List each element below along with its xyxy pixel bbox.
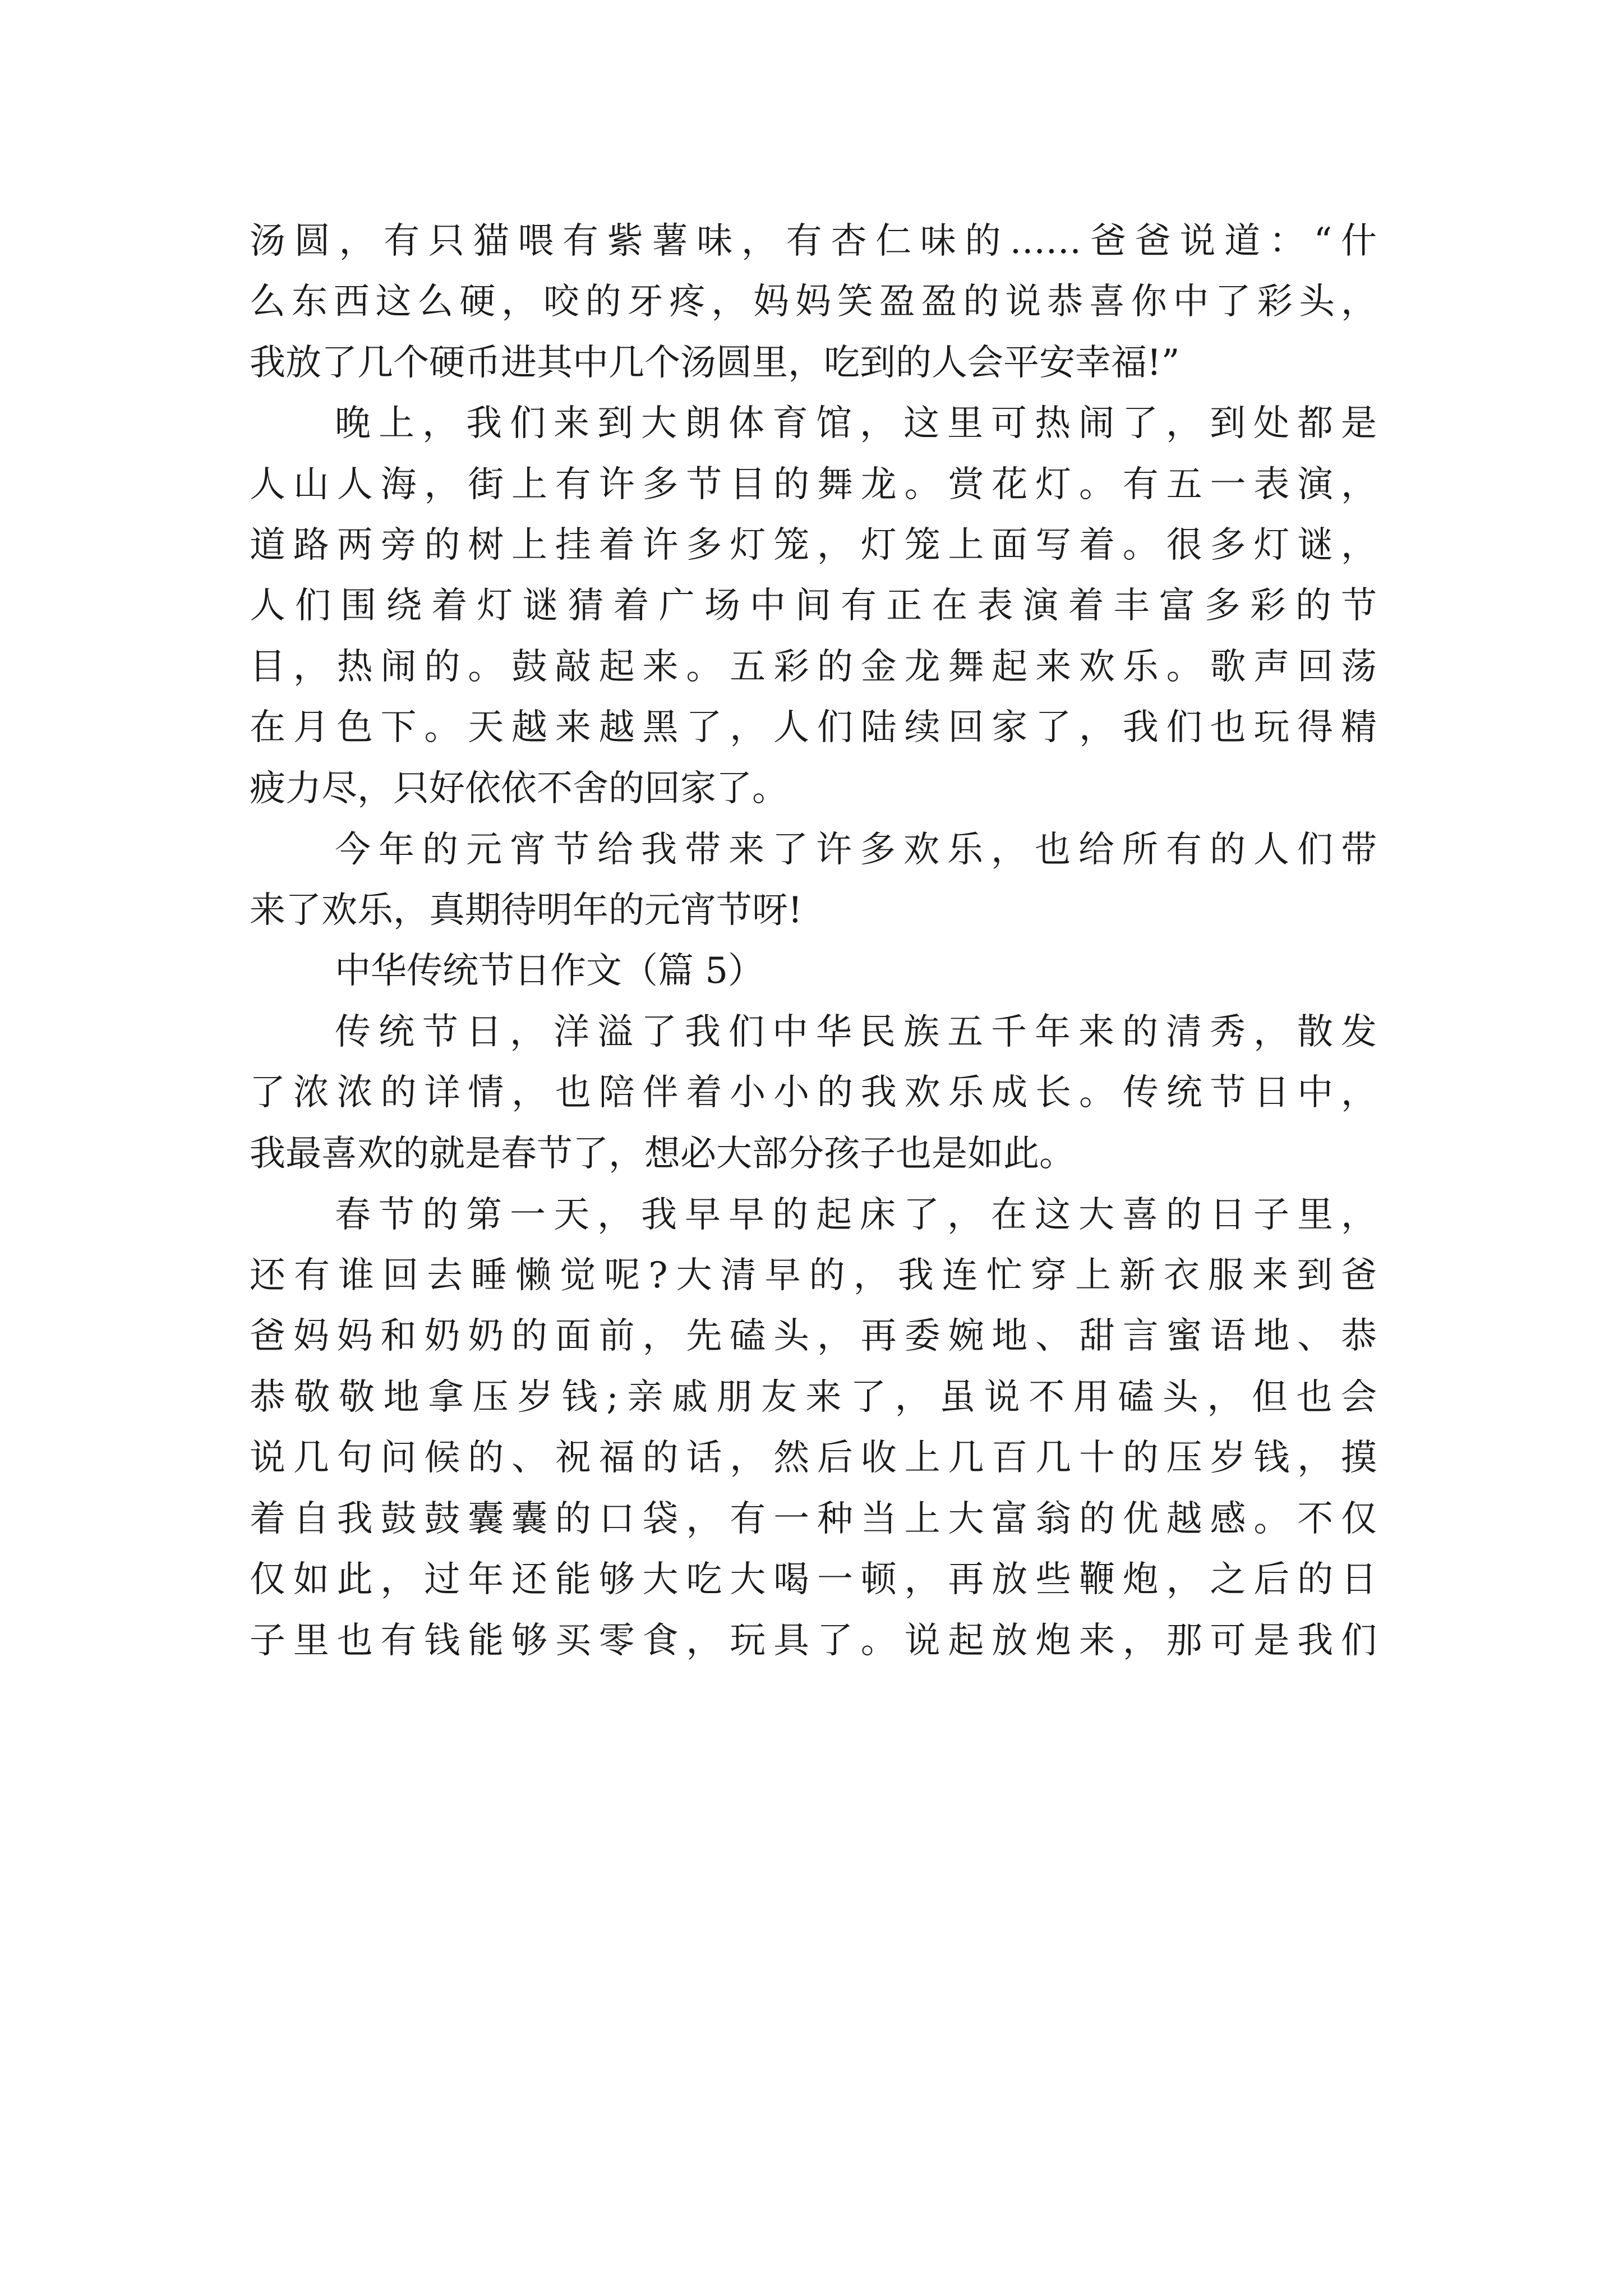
text-line: 道路两旁的树上挂着许多灯笼，灯笼上面写着。很多灯谜， — [250, 524, 1377, 566]
text-line: 来了欢乐，真期待明年的元宵节呀! — [250, 890, 803, 931]
text-line: 疲力尽，只好依依不舍的回家了。 — [250, 768, 788, 809]
paragraph-first-line: 传统节日，洋溢了我们中华民族五千年来的清秀，散发 — [335, 1011, 1377, 1053]
text-line: 目，热闹的。鼓敲起来。五彩的金龙舞起来欢乐。歌声回荡 — [250, 646, 1377, 688]
section-heading: 中华传统节日作文（篇 5） — [335, 950, 764, 992]
text-line: 汤圆，有只猫喂有紫薯味，有杏仁味的……爸爸说道：“什 — [250, 220, 1377, 262]
text-line: 仅如此，过年还能够大吃大喝一顿，再放些鞭炮，之后的日 — [250, 1559, 1377, 1600]
text-line: 爸妈妈和奶奶的面前，先磕头，再委婉地、甜言蜜语地、恭 — [250, 1315, 1377, 1357]
text-line: 在月色下。天越来越黑了，人们陆续回家了，我们也玩得精 — [250, 707, 1377, 748]
text-line: 了浓浓的详情，也陪伴着小小的我欢乐成长。传统节日中， — [250, 1072, 1377, 1114]
text-line: 着自我鼓鼓囊囊的口袋，有一种当上大富翁的优越感。不仅 — [250, 1498, 1377, 1540]
text-line: 恭敬敬地拿压岁钱;亲戚朋友来了，虽说不用磕头，但也会 — [250, 1377, 1377, 1418]
text-line: 还有谁回去睡懒觉呢?大清早的，我连忙穿上新衣服来到爸 — [250, 1255, 1377, 1296]
paragraph-first-line: 今年的元宵节给我带来了许多欢乐，也给所有的人们带 — [335, 829, 1377, 871]
text-line: 么东西这么硬，咬的牙疼，妈妈笑盈盈的说恭喜你中了彩头， — [250, 281, 1377, 323]
paragraph-first-line: 春节的第一天，我早早的起床了，在这大喜的日子里， — [335, 1194, 1377, 1236]
text-line: 子里也有钱能够买零食，玩具了。说起放炮来，那可是我们 — [250, 1620, 1377, 1662]
text-line: 我放了几个硬币进其中几个汤圆里，吃到的人会平安幸福!” — [250, 342, 1180, 384]
text-line: 人山人海，街上有许多节目的舞龙。赏花灯。有五一表演， — [250, 464, 1377, 505]
text-line: 我最喜欢的就是春节了，想必大部分孩子也是如此。 — [250, 1133, 1075, 1175]
paragraph-first-line: 晚上，我们来到大朗体育馆，这里可热闹了，到处都是 — [335, 403, 1377, 444]
text-line: 人们围绕着灯谜猜着广场中间有正在表演着丰富多彩的节 — [250, 585, 1377, 627]
text-line: 说几句问候的、祝福的话，然后收上几百几十的压岁钱，摸 — [250, 1437, 1377, 1479]
